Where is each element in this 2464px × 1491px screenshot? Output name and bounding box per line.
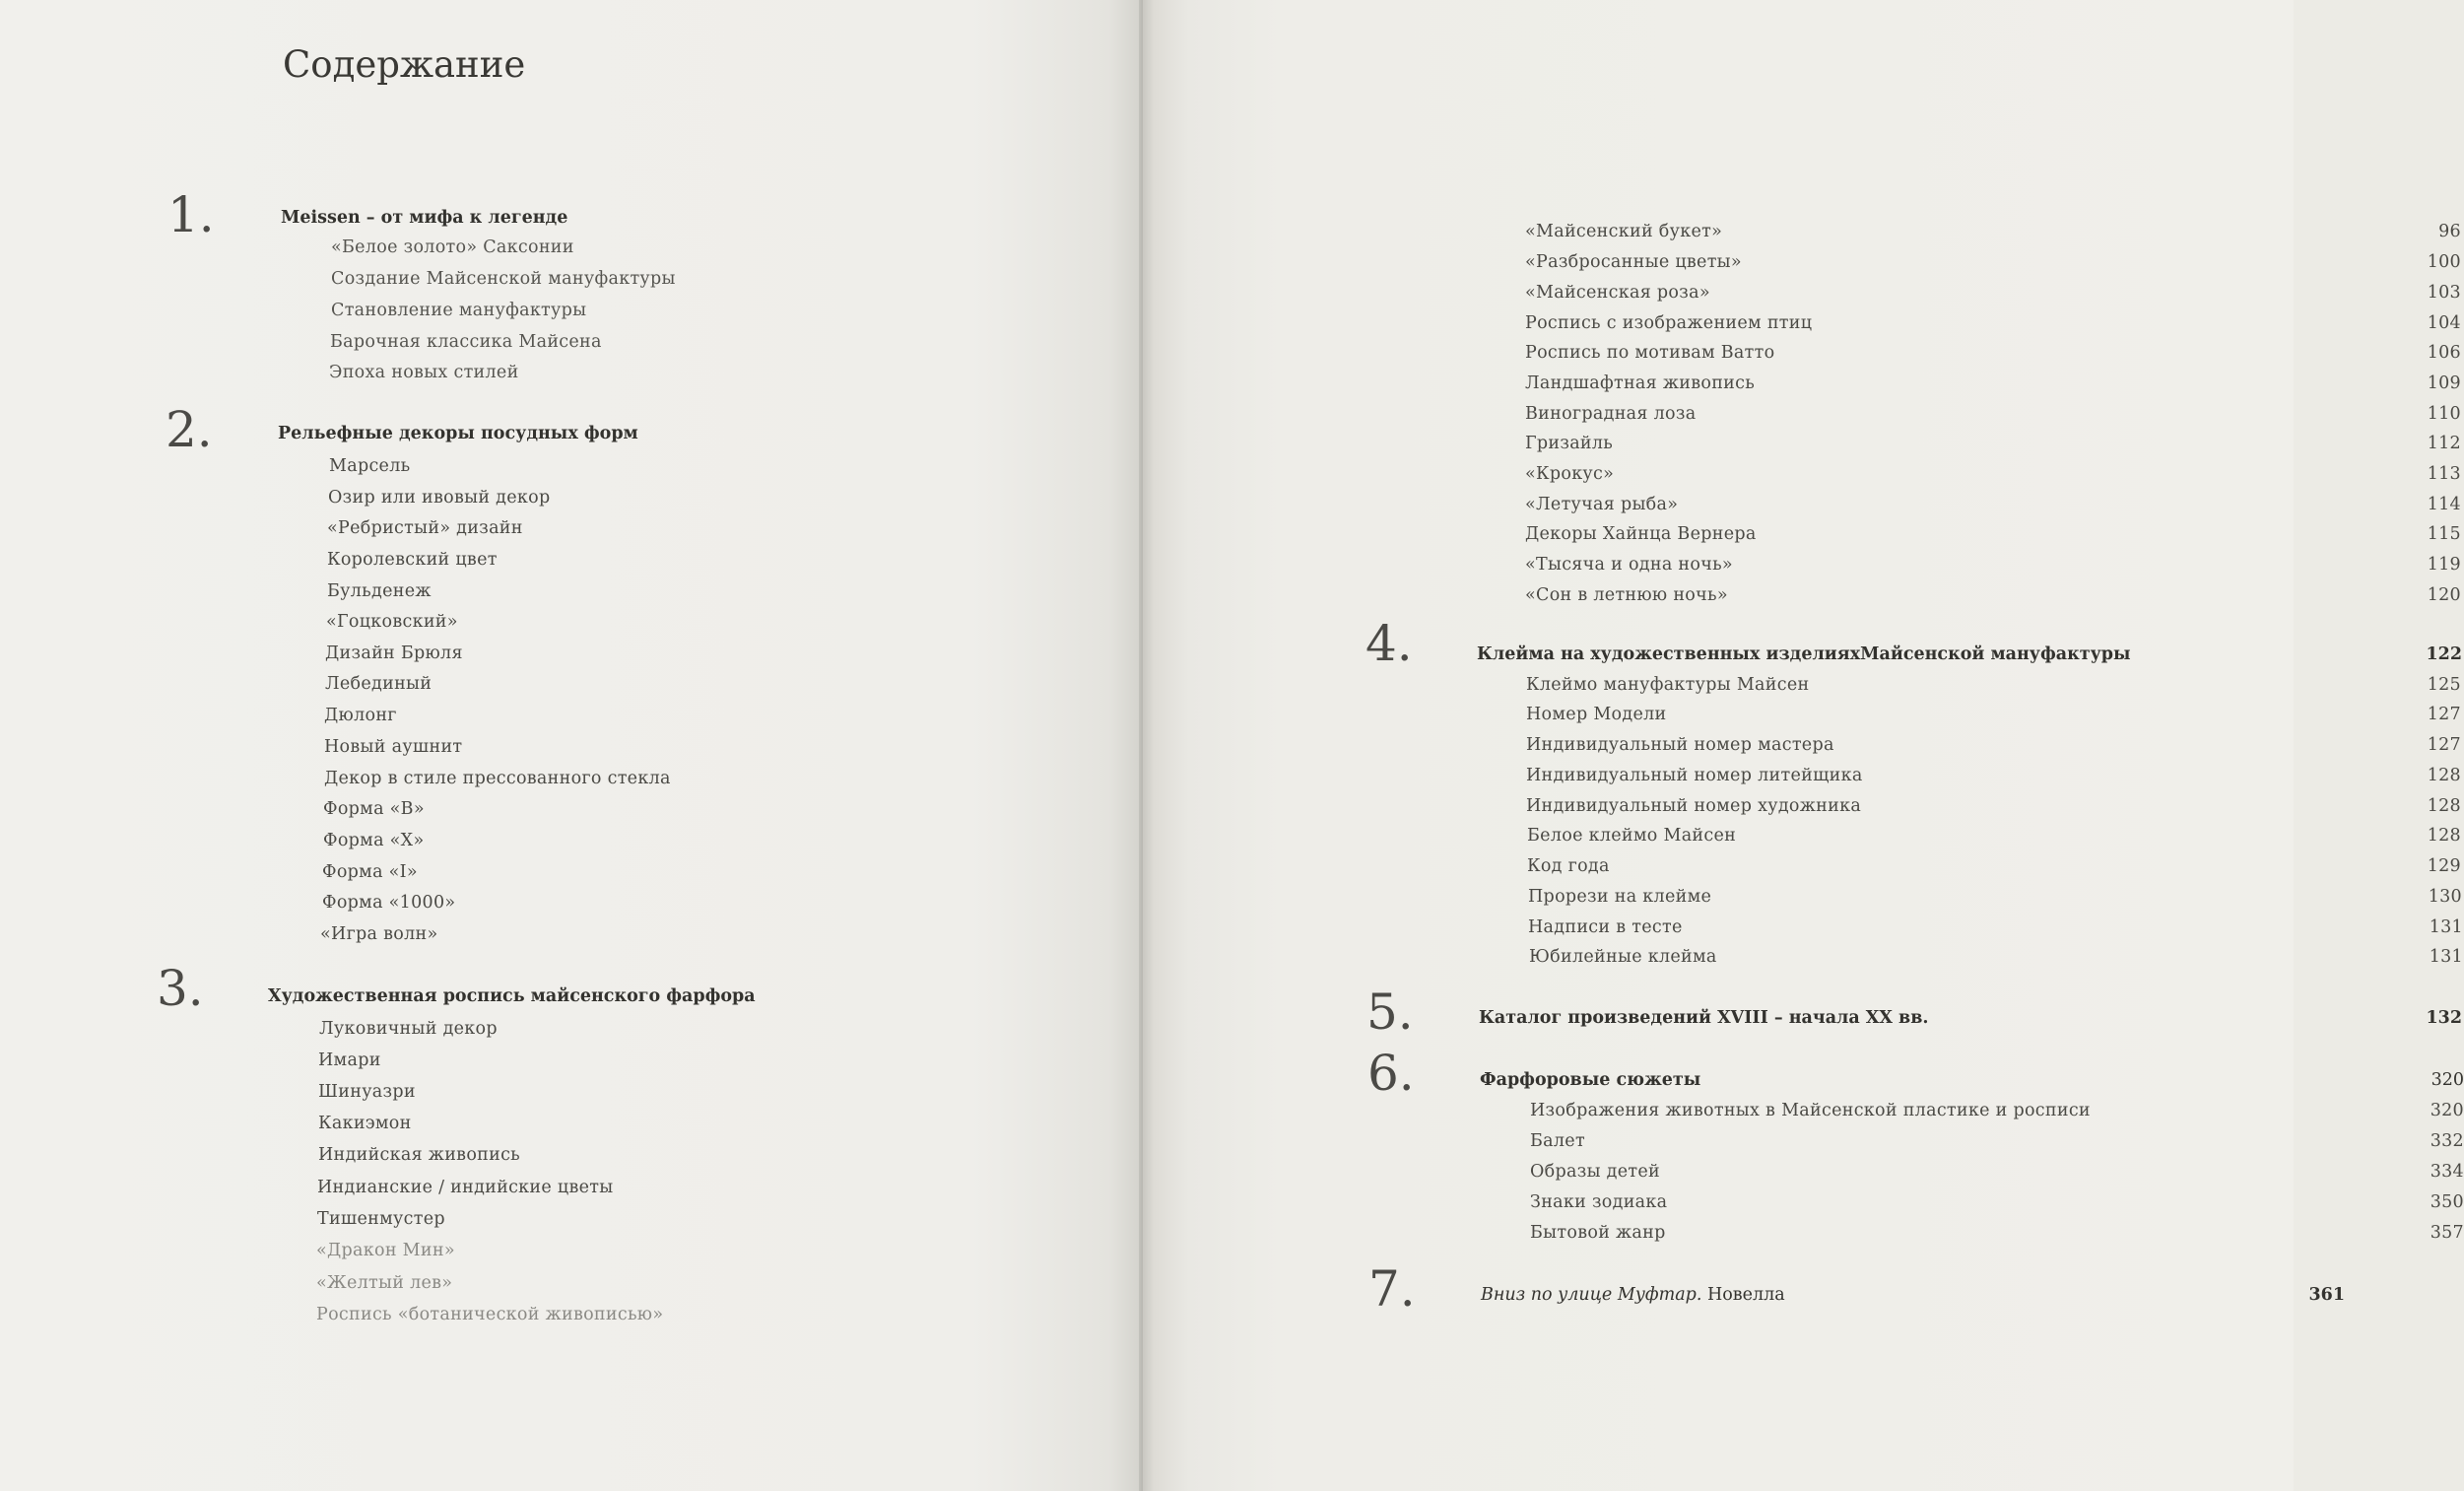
section-number: 1. <box>167 186 215 243</box>
left-page: Содержание 1. Meissen – от мифа к легенде «Белое золото» Саксонии Создание Майсенской мануфактуры Становление мануфактуры Барочная классика Майсена Эпоха новых стилей 2. Рельефные декоры посудных форм Марсель Озир или ивовый декор «Ребристый» дизайн Королевский цвет Бульденеж «Гоцковский» Дизайн Брюля Лебединый Дюлонг Новый аушнит Декор в стиле прессованного стекла Форма «В» Форма «Х» Форма «I» Форма «1000» «Игра волн» 3. Художественная роспись майсенского фарфора Луковичный декор Имари Шинуазри Какиэмон Индийская живопись Индианские / индийские цветы Тишенмустер «Дракон Мин» «Желтый лев» Роспись «ботанической живописью» <box>0 0 1143 1491</box>
section-number: 2. <box>166 401 213 458</box>
section-heading: Фарфоровые сюжеты <box>1480 1070 1701 1090</box>
section-heading: Meissen – от мифа к легенде <box>281 208 568 228</box>
page-number: 361 <box>2308 1285 2345 1305</box>
right-page: «Майсенский букет» 96 «Разбросанные цветы» 100 «Майсенская роза» 103 Роспись с изображением птиц 104 Роспись по мотивам Ватто 106 Ландшафтная живопись 109 Виноградная лоза 110 Гризайль 112 «Крокус» 113 «Летучая рыба» 114 Декоры Хайнца Вернера 115 «Тысяча и одна ночь» 119 «Сон в летнюю ночь» 120 4. Клейма на художественных изделияхМайсенской мануфактуры 122 Клеймо мануфактуры Майсен 125 Номер Модели 127 Индивидуальный номер мастера 127 Индивидуальный номер литейщика 128 Индивидуальный номер художника 128 Белое клеймо Майсен 128 Код года 129 Прорези на клейме 130 Надписи в тесте 131 Юбилейные клейма 131 5. Каталог произведений XVIII – начала XX вв. 132 6. Фарфоровые сюжеты 320 Изображения животных в Майсенской пластике и росписи 320 Балет 332 Образы детей 334 Знаки зодиака 350 Бытовой жанр 357 7. Вниз по улице Муфтар. Новелла 361 <box>1143 0 2294 1491</box>
section-heading: Клейма на художественных изделияхМайсенской мануфактуры <box>1477 644 2131 664</box>
section-heading: Каталог произведений XVIII – начала XX вв. <box>1479 1008 1929 1028</box>
page-number: 122 <box>2426 644 2462 664</box>
novel-genre: Новелла <box>1701 1285 1785 1305</box>
page-number <box>788 988 1182 1006</box>
page-number: 132 <box>2426 1008 2462 1028</box>
page-title: Содержание <box>283 43 526 86</box>
section-heading: Художественная роспись майсенского фарфора <box>268 986 756 1006</box>
section-heading: Рельефные декоры посудных форм <box>278 424 638 443</box>
section-number: 7. <box>1368 1260 1416 1318</box>
section-number: 4. <box>1365 615 1413 672</box>
novel-title: Вниз по улице Муфтар. <box>1481 1285 1702 1305</box>
section-number: 3. <box>157 960 204 1017</box>
page-number <box>788 426 1182 443</box>
section-heading <box>1481 1287 1785 1305</box>
page-number: 320 <box>2431 1070 2464 1090</box>
section-number: 5. <box>1366 983 1414 1041</box>
section-number: 6. <box>1367 1045 1415 1102</box>
